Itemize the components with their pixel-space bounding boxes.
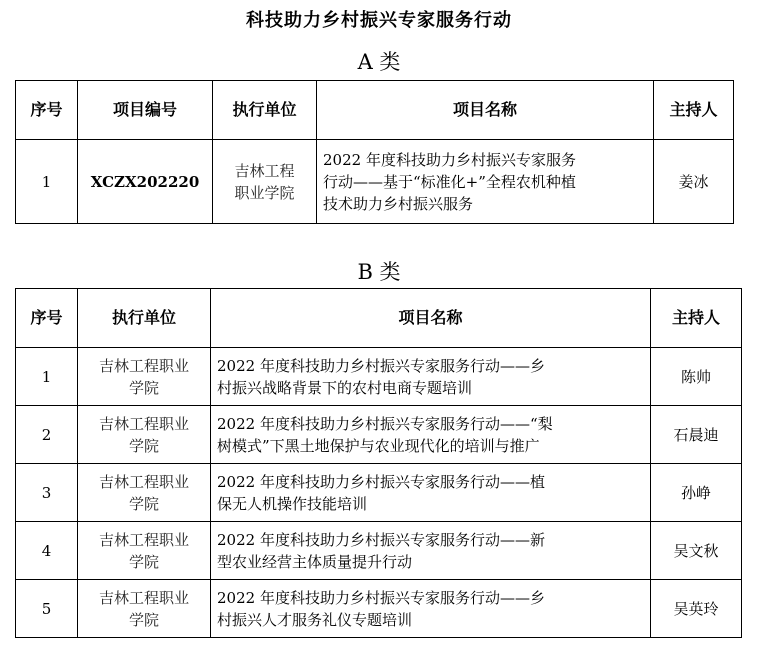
row-name-line: 2022 年度科技助力乡村振兴专家服务 bbox=[323, 150, 576, 169]
row-name-line: 技术助力乡村振兴服务 bbox=[323, 194, 474, 213]
row-project-name bbox=[211, 348, 651, 406]
row-no: 4 bbox=[16, 522, 78, 580]
table-a bbox=[15, 80, 734, 224]
row-no: 2 bbox=[16, 406, 78, 464]
row-unit-line: 吉林工程职业 bbox=[98, 472, 189, 491]
row-name-line: 型农业经营主体质量提升行动 bbox=[217, 552, 413, 571]
table-row bbox=[16, 580, 742, 638]
row-project-name bbox=[211, 406, 651, 464]
row-name-line: 村振兴人才服务礼仪专题培训 bbox=[217, 610, 413, 629]
row-name-line: 树模式”下黑土地保护与农业现代化的培训与推广 bbox=[217, 436, 540, 455]
header-no: 序号 bbox=[16, 81, 78, 140]
row-name-line: 2022 年度科技助力乡村振兴专家服务行动——乡 bbox=[217, 588, 545, 607]
row-host: 姜冰 bbox=[654, 140, 734, 224]
table-b-header-row bbox=[16, 289, 742, 348]
row-unit-line: 吉林工程 bbox=[234, 161, 295, 180]
row-host: 吴文秋 bbox=[651, 522, 742, 580]
header-code: 项目编号 bbox=[78, 81, 213, 140]
table-a-header-row bbox=[16, 81, 734, 140]
row-unit-line: 学院 bbox=[128, 378, 159, 397]
row-unit-line: 学院 bbox=[128, 494, 159, 513]
row-unit-line: 学院 bbox=[128, 436, 159, 455]
row-unit-line: 吉林工程职业 bbox=[98, 530, 189, 549]
section-b-title: B 类 bbox=[357, 260, 401, 284]
row-name-line: 2022 年度科技助力乡村振兴专家服务行动——植 bbox=[217, 472, 545, 491]
row-project-name bbox=[317, 140, 654, 224]
row-unit bbox=[78, 580, 211, 638]
header-project-name: 项目名称 bbox=[317, 81, 654, 140]
row-no: 5 bbox=[16, 580, 78, 638]
table-row bbox=[16, 348, 742, 406]
header-no: 序号 bbox=[16, 289, 78, 348]
row-name-line: 村振兴战略背景下的农村电商专题培训 bbox=[217, 378, 473, 397]
row-name-line: 行动——基于“标准化+”全程农机种植 bbox=[323, 172, 576, 191]
row-project-name bbox=[211, 522, 651, 580]
row-code: XCZX202220 bbox=[78, 140, 213, 224]
row-unit-line: 学院 bbox=[128, 610, 159, 629]
row-host: 吴英玲 bbox=[651, 580, 742, 638]
page-title: 科技助力乡村振兴专家服务行动 bbox=[246, 10, 512, 31]
row-unit-line: 学院 bbox=[128, 552, 159, 571]
row-no: 3 bbox=[16, 464, 78, 522]
row-unit-line: 吉林工程职业 bbox=[98, 414, 189, 433]
row-name-line: 2022 年度科技助力乡村振兴专家服务行动——“梨 bbox=[217, 414, 553, 433]
row-no: 1 bbox=[16, 140, 78, 224]
header-unit: 执行单位 bbox=[78, 289, 211, 348]
row-unit-line: 职业学院 bbox=[234, 183, 295, 202]
table-b bbox=[15, 288, 742, 638]
row-unit bbox=[78, 348, 211, 406]
header-project-name: 项目名称 bbox=[211, 289, 651, 348]
row-no: 1 bbox=[16, 348, 78, 406]
row-name-line: 2022 年度科技助力乡村振兴专家服务行动——乡 bbox=[217, 356, 545, 375]
row-host: 石晨迪 bbox=[651, 406, 742, 464]
row-name-line: 保无人机操作技能培训 bbox=[217, 494, 368, 513]
row-unit-line: 吉林工程职业 bbox=[98, 356, 189, 375]
row-unit bbox=[78, 464, 211, 522]
row-unit bbox=[78, 406, 211, 464]
header-host: 主持人 bbox=[654, 81, 734, 140]
row-project-name bbox=[211, 464, 651, 522]
table-row bbox=[16, 406, 742, 464]
row-unit bbox=[78, 522, 211, 580]
row-unit bbox=[213, 140, 317, 224]
row-host: 陈帅 bbox=[651, 348, 742, 406]
row-name-line: 2022 年度科技助力乡村振兴专家服务行动——新 bbox=[217, 530, 545, 549]
header-host: 主持人 bbox=[651, 289, 742, 348]
section-a-title: A 类 bbox=[357, 50, 401, 74]
row-host: 孙峥 bbox=[651, 464, 742, 522]
header-unit: 执行单位 bbox=[213, 81, 317, 140]
table-row bbox=[16, 140, 734, 224]
row-unit-line: 吉林工程职业 bbox=[98, 588, 189, 607]
table-row bbox=[16, 464, 742, 522]
row-project-name bbox=[211, 580, 651, 638]
table-row bbox=[16, 522, 742, 580]
